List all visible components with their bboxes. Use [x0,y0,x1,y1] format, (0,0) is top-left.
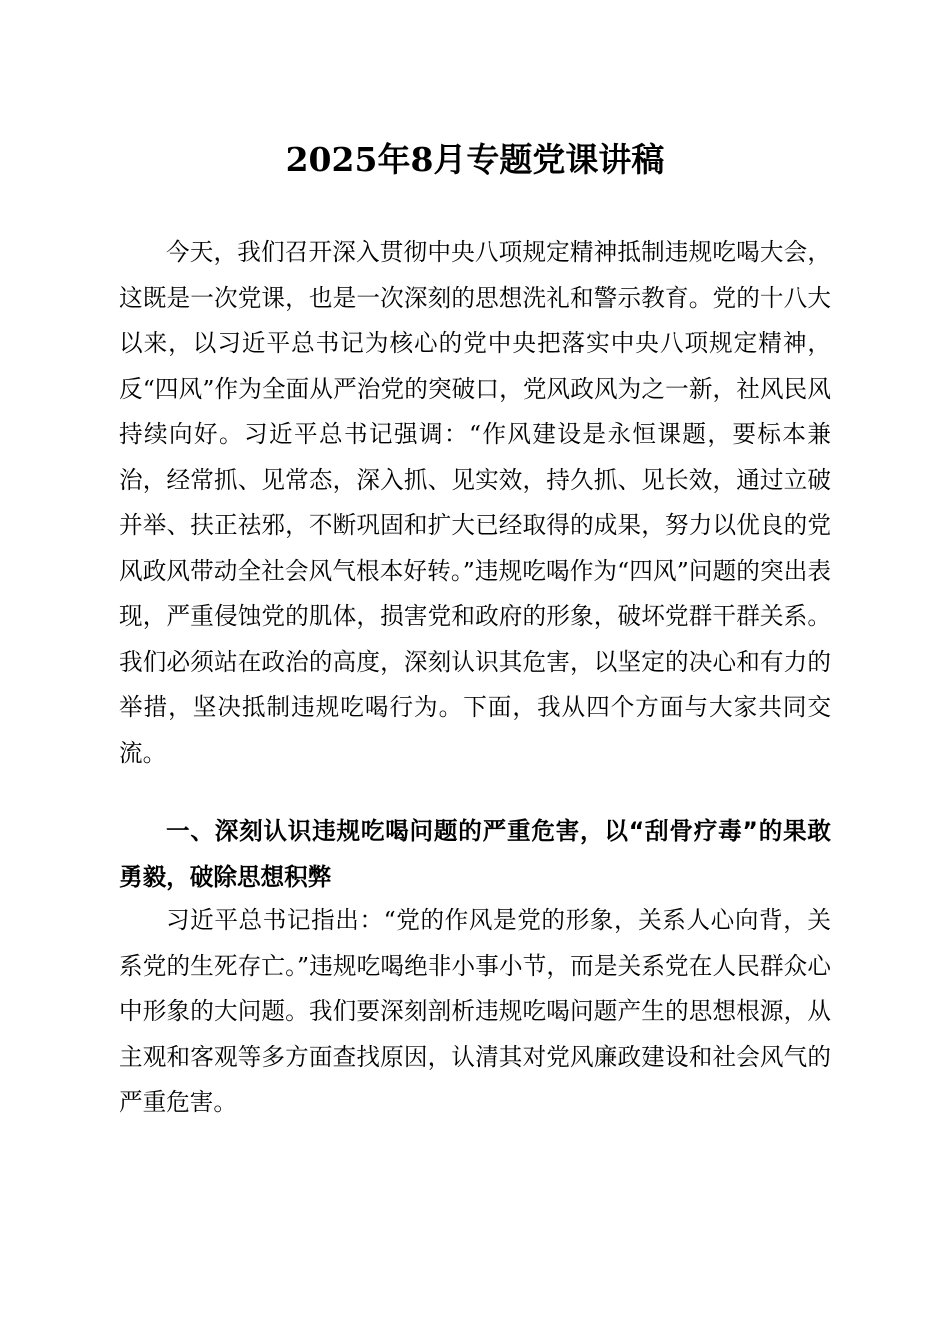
section-heading: 一、深刻认识违规吃喝问题的严重危害，以“刮骨疗毒”的果敢勇毅，破除思想积弊 [119,817,831,891]
section-paragraph: 习近平总书记指出：“党的作风是党的形象，关系人心向背，关系党的生死存亡。”违规吃喝绝非小事小节，而是关系党在人民群众心中形象的大问题。我们要深刻剖析违规吃喝问题产生的思想根源，从主观和客观等多方面查找原因，认清其对党风廉政建设和社会风气的严重危害。 [119,906,831,1116]
intro-paragraph: 今天，我们召开深入贯彻中央八项规定精神抵制违规吃喝大会，这既是一次党课，也是一次深刻的思想洗礼和警示教育。党的十八大以来，以习近平总书记为核心的党中央把落实中央八项规定精神，反“四风”作为全面从严治党的突破口，党风政风为之一新，社风民风持续向好。习近平总书记强调：“作风建设是永恒课题，要标本兼治，经常抓、见常态，深入抓、见实效，持久抓、见长效，通过立破并举、扶正祛邪，不断巩固和扩大已经取得的成果，努力以优良的党风政风带动全社会风气根本好转。”违规吃喝作为“四风”问题的突出表现，严重侵蚀党的肌体，损害党和政府的形象，破坏党群干群关系。我们必须站在政治的高度，深刻认识其危害，以坚定的决心和有力的举措，坚决抵制违规吃喝行为。下面，我从四个方面与大家共同交流。 [119,238,831,767]
document-title: 2025年8月专题党课讲稿 [285,140,665,179]
